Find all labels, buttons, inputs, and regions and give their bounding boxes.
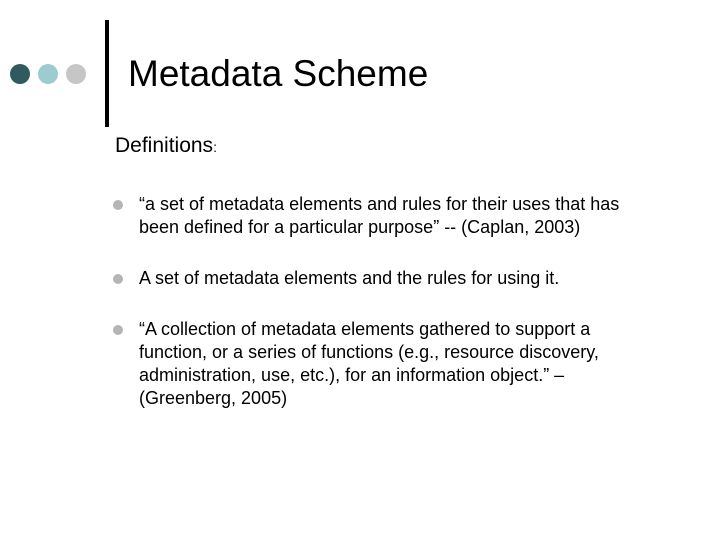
dot-dark-teal [10, 64, 30, 84]
bullet-text: “A collection of metadata elements gathered to support a function, or a series of functions (e.g., resource discovery, administration, use, etc.), for an information object.” –(Greenberg, 2005) [139, 319, 599, 408]
bullet-text: “a set of metadata elements and rules for their uses that has been defined for a particular purpose” -- (Caplan, 2003) [139, 194, 620, 237]
bullet-list [113, 193, 623, 410]
bullet-icon [113, 200, 123, 210]
bullet-item [113, 318, 623, 410]
bullet-icon [113, 274, 123, 284]
bullet-item [113, 267, 623, 290]
slide-title: Metadata Scheme [128, 53, 429, 94]
slide-subtitle [115, 132, 217, 161]
title-divider [105, 20, 109, 127]
bullet-item [113, 193, 623, 239]
subtitle-text: Definitions [115, 134, 214, 157]
subtitle-colon: : [213, 139, 217, 155]
decorative-dots [10, 63, 86, 85]
bullet-text: A set of metadata elements and the rules for using it. [139, 268, 560, 288]
dot-light-teal [38, 64, 58, 84]
bullet-icon [113, 325, 123, 335]
dot-grey [66, 64, 86, 84]
